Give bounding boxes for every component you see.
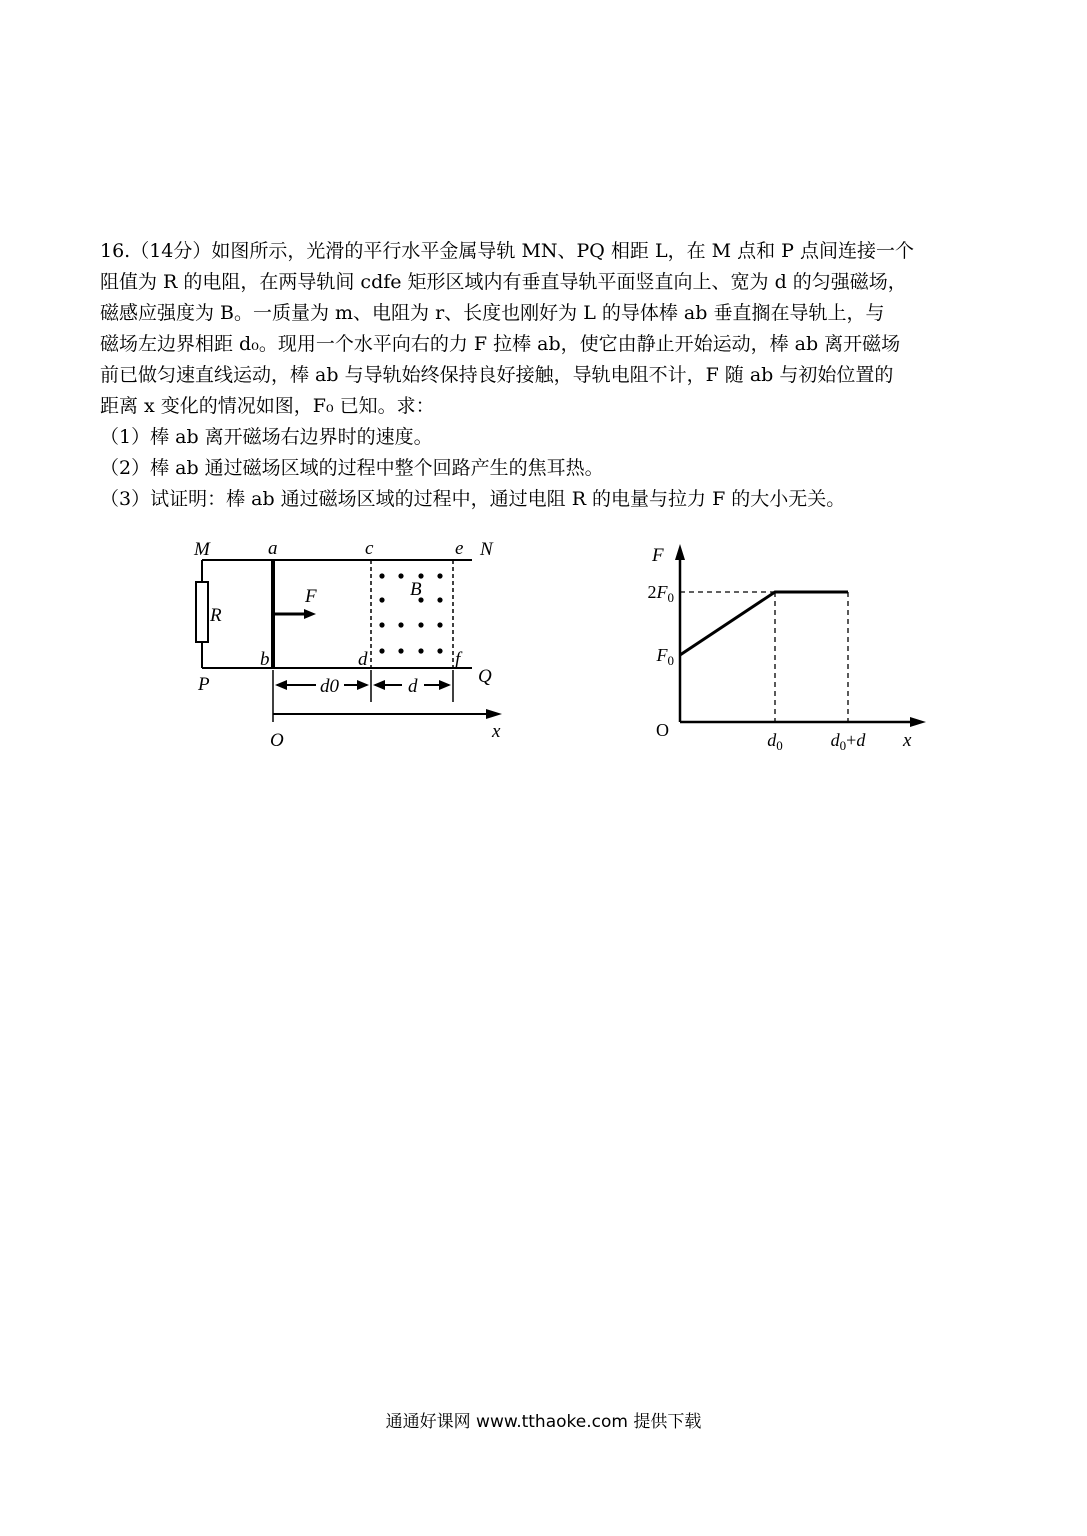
- label-c: c: [365, 538, 374, 559]
- field-dot: [379, 573, 384, 578]
- field-dot: [418, 622, 423, 627]
- graph-x-tick-d0d: $d_0+d$: [830, 730, 866, 753]
- label-N: N: [480, 539, 493, 560]
- question-2: （2）棒 ab 通过磁场区域的过程中整个回路产生的焦耳热。: [100, 457, 604, 479]
- graph-x-arrowhead: [910, 717, 926, 727]
- graph-x-label: x: [903, 730, 912, 751]
- label-d-point: d: [358, 649, 368, 670]
- force-arrowhead: [304, 609, 316, 619]
- stem-line: 前已做匀速直线运动，棒 ab 与导轨始终保持良好接触，导轨电阻不计，F 随 ab 与初始位置的: [100, 364, 894, 386]
- label-f: f: [455, 649, 461, 670]
- problem-stem: [100, 236, 1000, 422]
- question-3: （3）试证明：棒 ab 通过磁场区域的过程中，通过电阻 R 的电量与拉力 F 的大小无关。: [100, 488, 846, 510]
- graph-y-tick-f0: $F_0$: [656, 645, 674, 668]
- circuit-svg: [180, 530, 520, 760]
- graph-y-arrowhead: [675, 544, 685, 560]
- field-dot: [398, 573, 403, 578]
- label-a: a: [268, 538, 278, 559]
- label-Q: Q: [478, 666, 492, 687]
- field-dot: [418, 648, 423, 653]
- field-dot: [379, 648, 384, 653]
- label-e: e: [455, 538, 464, 559]
- field-dot: [437, 622, 442, 627]
- label-dim-d0: d0: [320, 676, 339, 697]
- field-dot: [437, 648, 442, 653]
- stem-line: 如图所示，光滑的平行水平金属导轨 MN、PQ 相距 L，在 M 点和 P 点间连接一个: [211, 240, 914, 262]
- stem-line: 阻值为 R 的电阻，在两导轨间 cdfe 矩形区域内有垂直导轨平面竖直向上、宽为 d 的匀强磁场，: [100, 271, 907, 293]
- label-dim-d: d: [408, 676, 418, 697]
- label-origin: O: [270, 730, 284, 751]
- field-dot: [437, 597, 442, 602]
- dim-d-arrow-right: [439, 680, 451, 690]
- graph-origin-label: O: [656, 720, 669, 740]
- graph-y-label: F: [652, 545, 664, 566]
- problem-text: [100, 236, 1000, 515]
- force-graph: [630, 530, 940, 760]
- force-graph-svg: [630, 530, 940, 760]
- graph-series-line: [680, 592, 848, 655]
- label-R: R: [210, 605, 222, 626]
- dim-d0-arrow-left: [275, 680, 287, 690]
- graph-x-tick-d0: $d_0$: [767, 730, 783, 753]
- problem-number: 16.: [100, 240, 131, 262]
- field-dot: [437, 573, 442, 578]
- label-b: b: [260, 649, 270, 670]
- stem-line: 距离 x 变化的情况如图，F₀ 已知。求：: [100, 395, 435, 417]
- dim-d-arrow-left: [373, 680, 385, 690]
- field-dot: [379, 597, 384, 602]
- field-dot: [379, 622, 384, 627]
- dim-d0-arrow-right: [357, 680, 369, 690]
- field-dot: [398, 622, 403, 627]
- label-B: B: [410, 579, 422, 600]
- field-dot: [418, 573, 423, 578]
- resistor: [196, 582, 208, 642]
- field-dot: [398, 648, 403, 653]
- stem-line: 磁场左边界相距 d₀。现用一个水平向右的力 F 拉棒 ab，使它由静止开始运动，棒 ab 离开磁场: [100, 333, 901, 355]
- question-1: （1）棒 ab 离开磁场右边界时的速度。: [100, 426, 433, 448]
- page-footer: 通通好课网 www.tthaoke.com 提供下载: [385, 1412, 702, 1432]
- label-x-axis: x: [492, 721, 501, 742]
- label-M: M: [194, 539, 210, 560]
- graph-y-tick-2f0: $2F_0$: [647, 582, 674, 605]
- x-axis-arrowhead: [486, 709, 502, 719]
- label-P: P: [198, 674, 210, 695]
- stem-line: 磁感应强度为 B。一质量为 m、电阻为 r、长度也刚好为 L 的导体棒 ab 垂直搁在导轨上，与: [100, 302, 885, 324]
- problem-points: （14分）: [130, 240, 212, 262]
- circuit-figure: [180, 530, 520, 760]
- label-F: F: [305, 586, 317, 607]
